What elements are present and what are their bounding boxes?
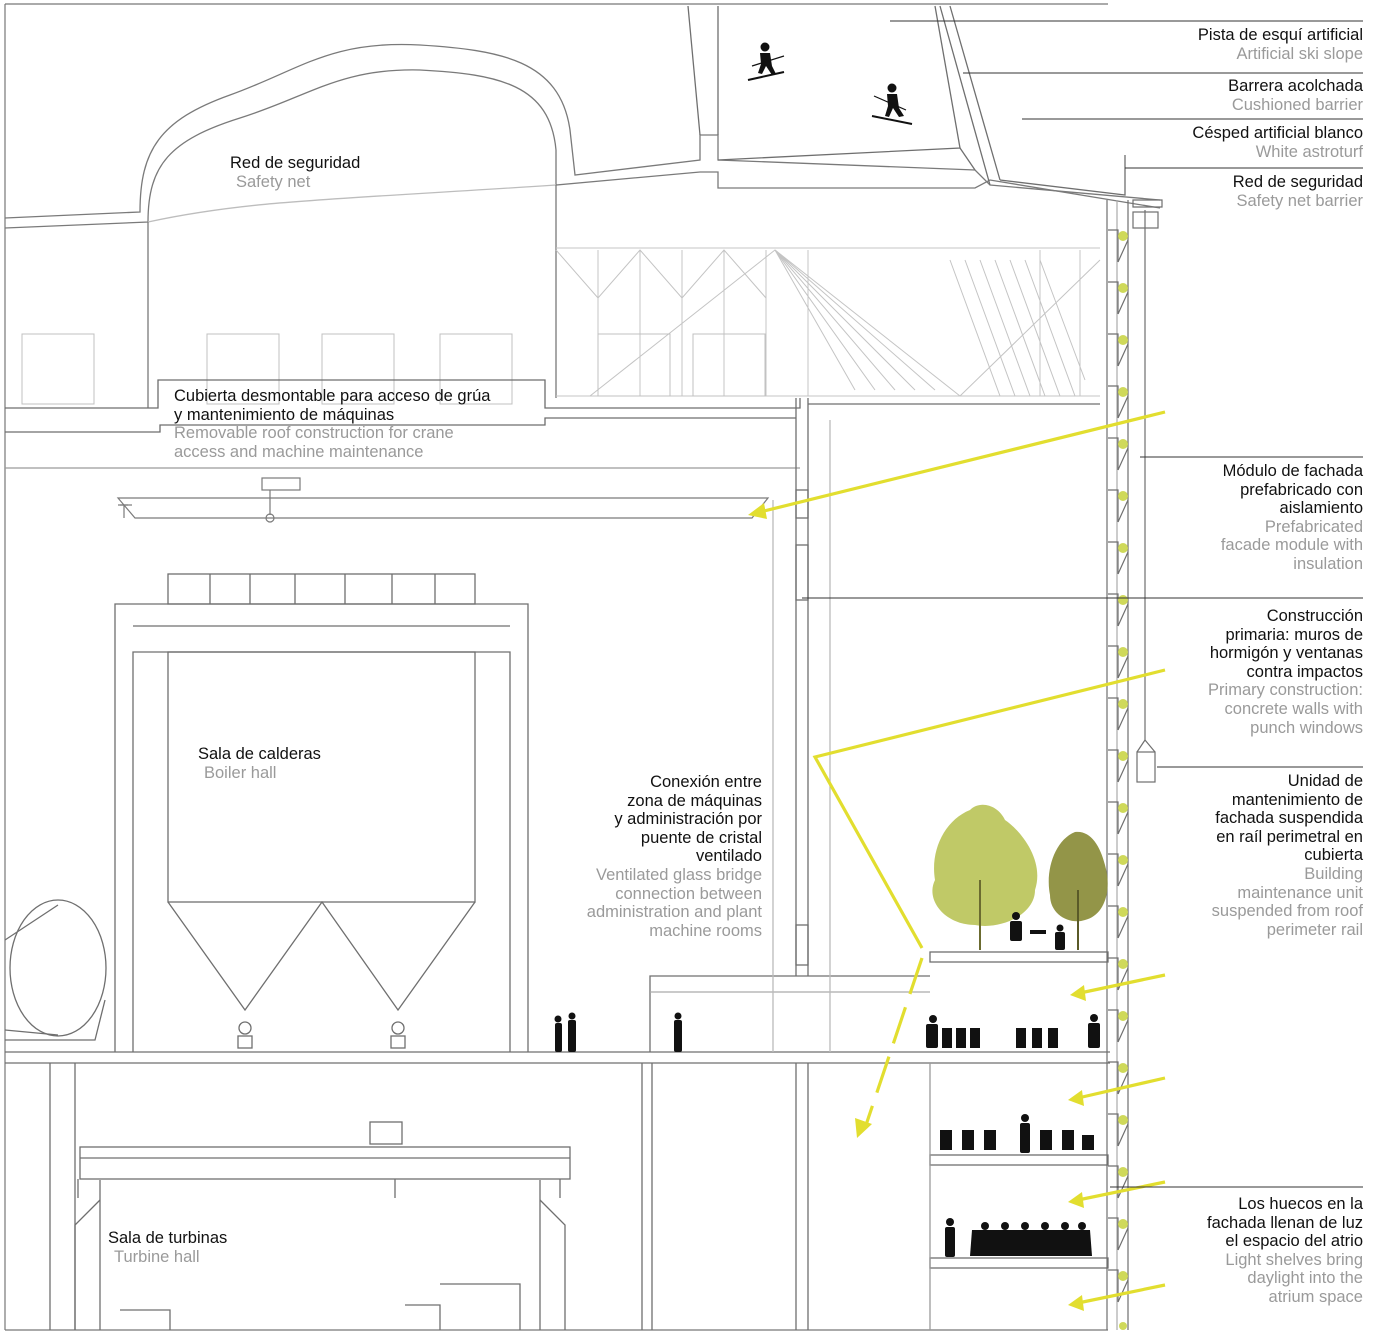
skier-icon [872,84,912,125]
label-es: el espacio del atrio [1225,1232,1363,1251]
label-en: Artificial ski slope [1236,44,1363,63]
label-turbine-hall [108,1229,227,1266]
label-en: Safety net barrier [1236,191,1363,210]
label-safety-net-barrier [1233,173,1363,210]
label-cushioned-barrier [1228,77,1363,114]
label-facade-module [1221,462,1363,574]
label-es: y mantenimiento de máquinas [174,405,395,424]
label-white-astroturf [1192,124,1363,161]
label-en: concrete walls with [1224,699,1363,718]
label-es: Barrera acolchada [1228,77,1363,95]
label-glass-bridge [587,773,762,940]
label-es: en raíl perimetral en [1216,827,1363,846]
label-en: insulation [1293,554,1363,573]
label-primary-construction [1208,607,1363,737]
gantry-crane [118,478,768,522]
label-es: Sala de turbinas [108,1229,228,1247]
roof-truss [556,248,1100,396]
atrium-floors [930,952,1108,1330]
label-boiler-hall [198,745,321,782]
label-en: daylight into the [1247,1269,1363,1288]
label-es: contra impactos [1246,662,1363,681]
label-es: y administración por [614,810,762,829]
label-es: Conexión entre [650,773,762,791]
label-removable-roof [174,387,490,461]
label-es: aislamiento [1279,499,1363,518]
label-es: fachada suspendida [1215,809,1363,828]
label-es: zona de máquinas [627,791,762,810]
label-en: punch windows [1250,718,1363,737]
label-es: Cubierta desmontable para acceso de grúa [174,387,491,405]
label-en: Building [1304,864,1363,883]
label-es: Los huecos en la [1238,1195,1363,1213]
ski-slope [688,6,1125,195]
roof-profile [5,44,1160,408]
turbine-crane [75,1122,570,1330]
label-en: facade module with [1220,536,1363,555]
label-ski-slope [1198,26,1363,63]
label-en: machine rooms [649,921,762,940]
boiler-hall-structure [115,574,528,1052]
label-es: mantenimiento de [1231,790,1363,809]
label-en: Primary construction: [1208,681,1363,700]
label-es: hormigón y ventanas [1209,644,1363,663]
label-en: Boiler hall [204,763,277,782]
label-en: Turbine hall [114,1247,200,1266]
label-en: perimeter rail [1266,920,1363,939]
label-en: Removable roof construction for crane [174,424,454,443]
label-es: ventilado [695,847,762,866]
label-safety-net [230,154,360,191]
label-es: Pista de esquí artificial [1197,26,1363,44]
label-es: primaria: muros de [1225,625,1363,644]
label-en: Light shelves bring [1225,1250,1363,1269]
label-es: Construcción [1266,607,1363,625]
label-maintenance-unit [1212,772,1363,939]
label-es: fachada llenan de luz [1207,1213,1363,1232]
label-es: cubierta [1304,846,1363,865]
label-es: puente de cristal [640,828,762,847]
facade [1107,200,1162,1330]
label-es: Módulo de fachada [1222,462,1363,480]
label-en: access and machine maintenance [174,442,424,461]
label-es: Césped artificial blanco [1192,124,1363,142]
label-en: Safety net [236,172,311,191]
arrowhead-icon [748,503,1086,1311]
drum-tank [5,900,106,1040]
skier-icon [748,43,784,81]
label-en: maintenance unit [1237,883,1363,902]
label-en: administration and plant [586,903,762,922]
label-es: Red de seguridad [1232,173,1363,191]
people-figures [555,912,1101,1257]
label-es: Sala de calderas [198,745,321,763]
facade-green-modules [1118,231,1128,1330]
label-es: Red de seguridad [230,154,361,172]
label-en: White astroturf [1255,142,1363,161]
label-light-shelves [1207,1195,1363,1307]
label-es: prefabricado con [1240,480,1363,499]
label-en: Prefabricated [1264,517,1363,536]
label-en: connection between [615,884,762,903]
label-en: suspended from roof [1211,902,1363,921]
label-es: Unidad de [1287,772,1363,790]
label-en: atrium space [1268,1287,1363,1306]
label-en: Cushioned barrier [1231,95,1363,114]
label-en: Ventilated glass bridge [595,865,762,884]
